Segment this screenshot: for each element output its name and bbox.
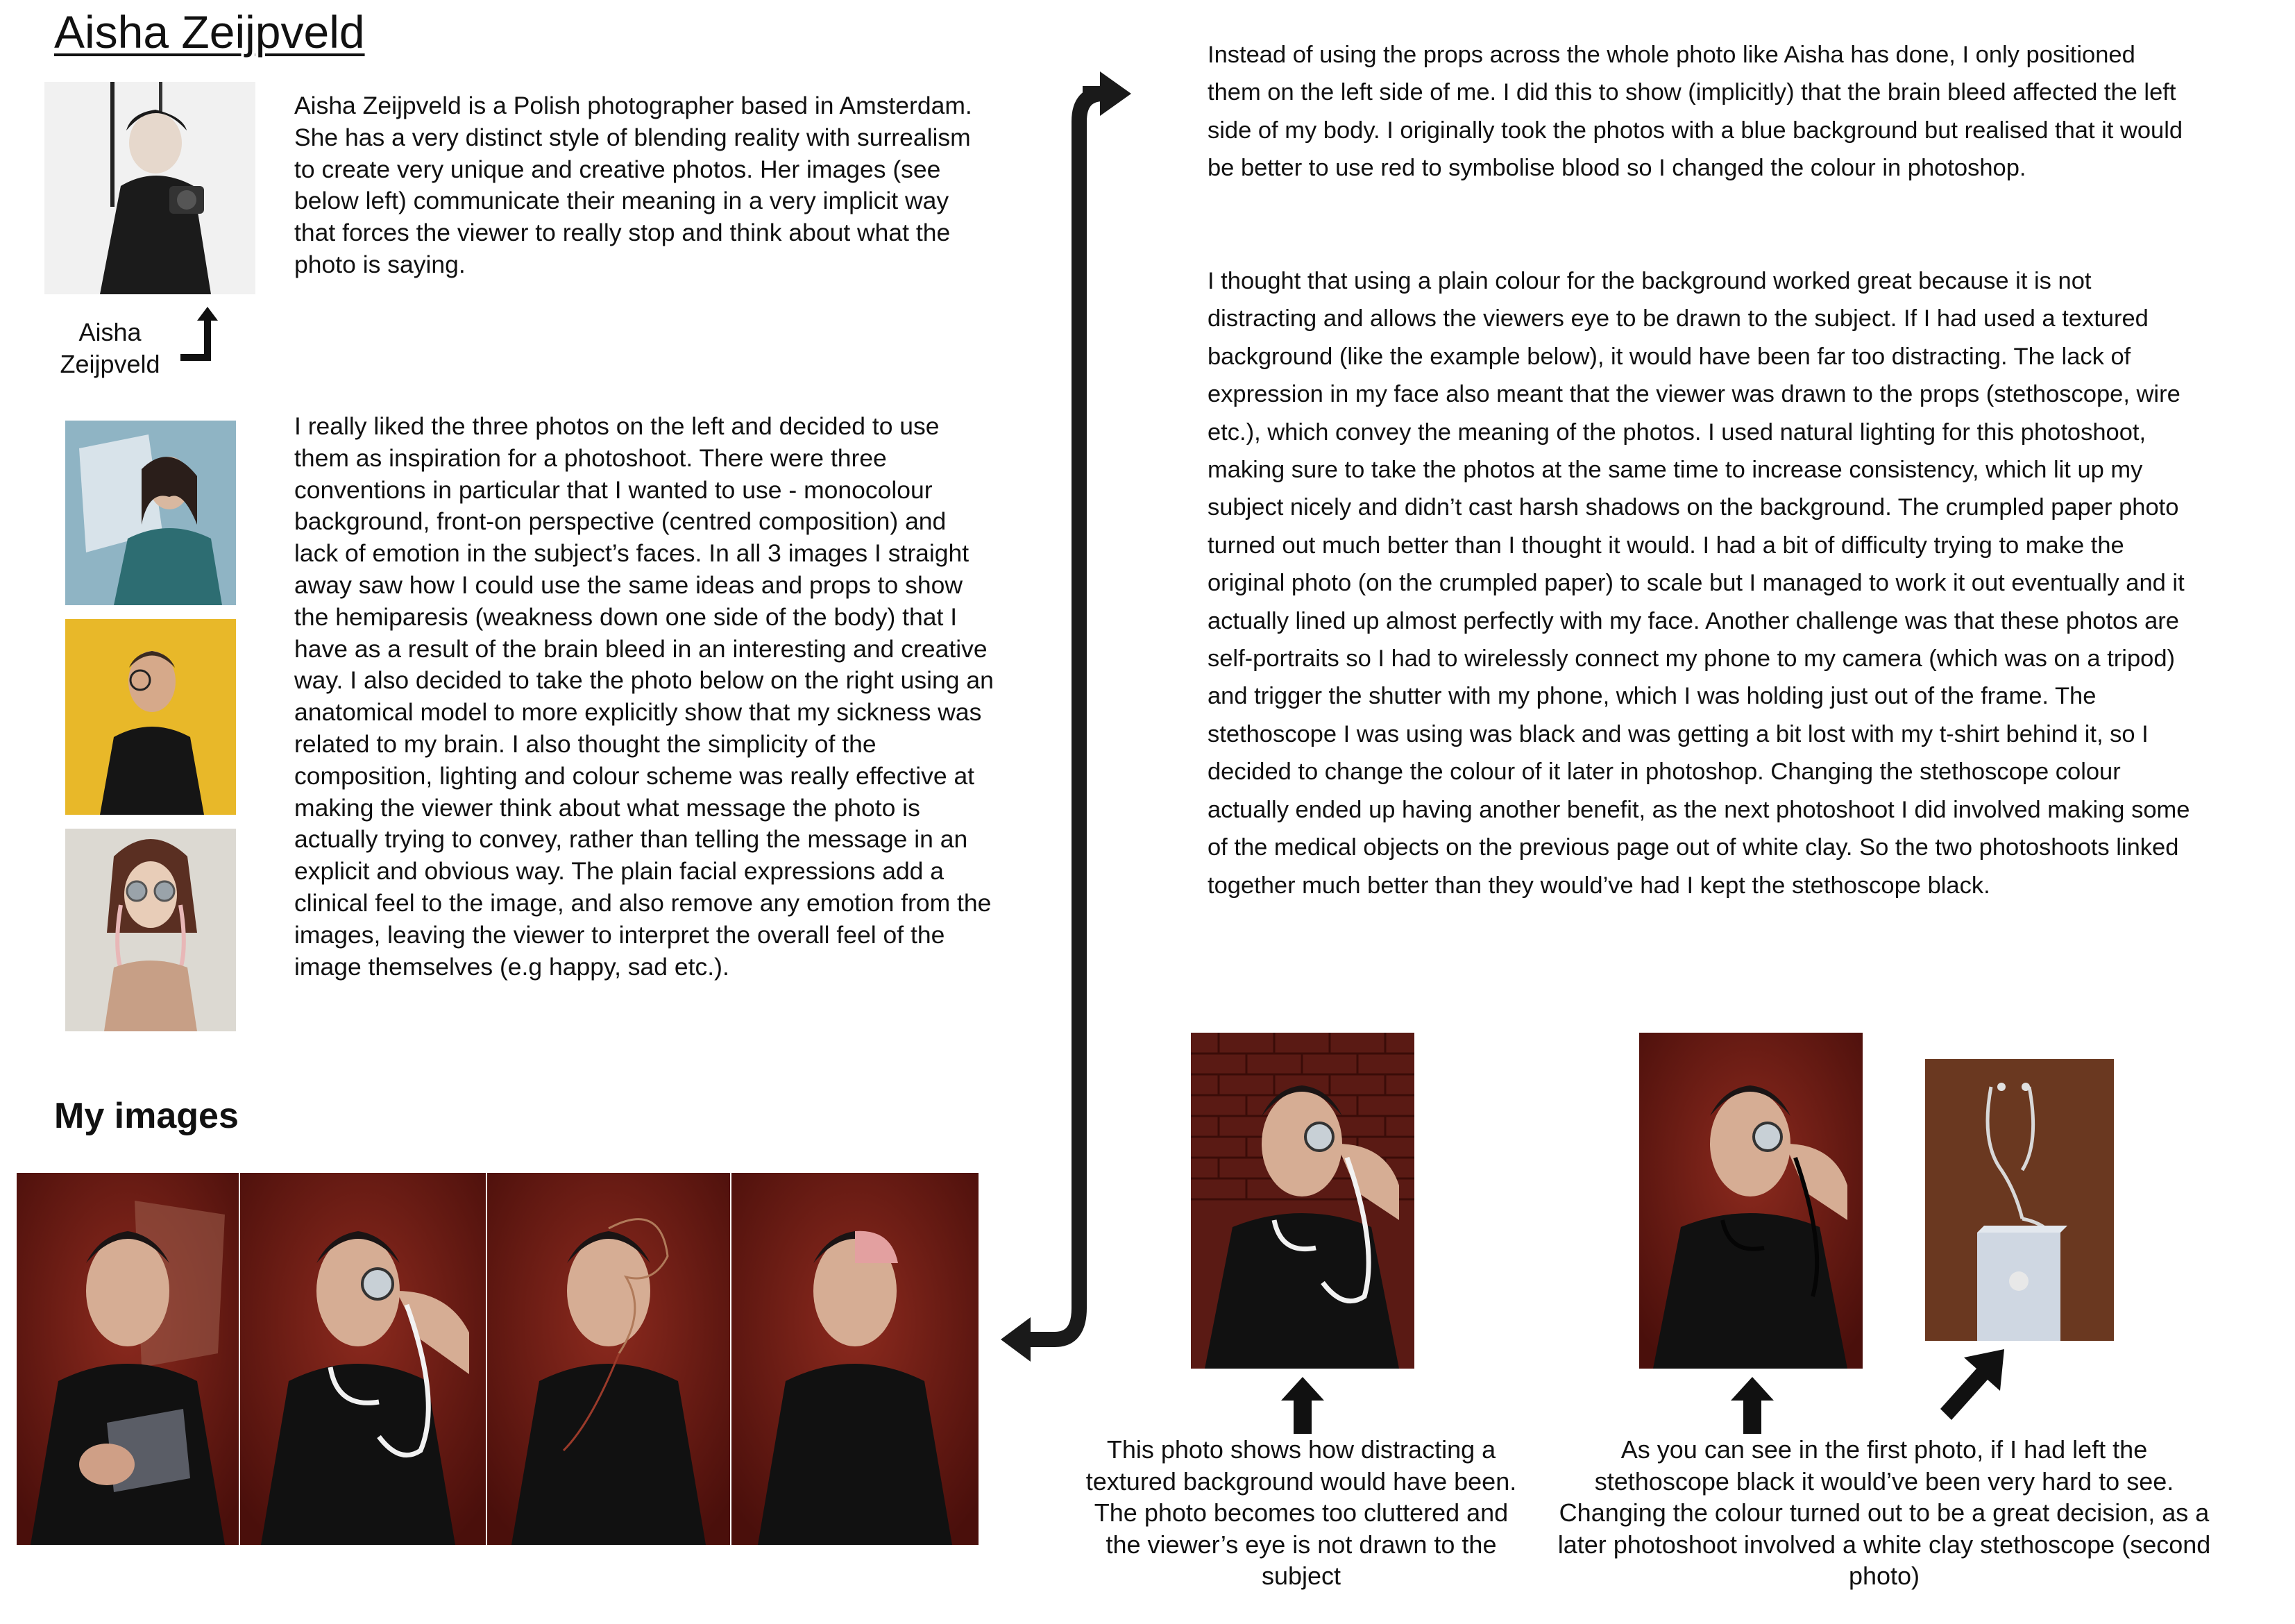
black-stethoscope-photo <box>1639 1033 1863 1369</box>
textured-background-caption: This photo shows how distracting a textured background would have been. The photo becomes too cluttered and the viewer’s eye is not drawn to the subject <box>1085 1435 1517 1590</box>
right-paragraph-1: Instead of using the props across the whole photo like Aisha has done, I only positioned them on the left side of me. I did this to show (implicitly) that the brain bleed affected the left side of my body. I originally took the photos with a blue background but realised that it would be better to use red to symbolise blood so I changed the colour in photoshop. <box>1208 42 2183 182</box>
page-title: Aisha Zeijpveld <box>54 6 365 58</box>
textured-background-photo <box>1191 1033 1414 1369</box>
inspiration-photo-stethoscope <box>65 829 236 1031</box>
connector-arrow-icon <box>999 66 1135 1385</box>
my-photo-stethoscope-eye <box>240 1173 486 1545</box>
my-photo-wire <box>487 1173 730 1545</box>
up-arrow-icon <box>173 305 222 361</box>
inspiration-paragraph: I really liked the three photos on the left and decided to use them as inspiration for a photoshoot. There were three conventions in particular that I wanted to use - monocolour background, front-on perspective (centred composition) and lack of emotion in the subject’s faces. In all 3 images I straight away saw how I could use the same ideas and props to show the hemiparesis (weakness down one side of the body) that I have as a result of the brain bleed in an interesting and creative way. I also decided to take the photo below on the right using an anatomical model to more explicitly show that my sickness was related to my brain. I also thought the simplicity of the composition, lighting and colour scheme was really effective at making the viewer think about what message the photo is actually trying to convey, rather than telling the message in an explicit and obvious way. The plain facial expressions add a clinical feel to the image, and also remove any emotion from the images, leaving the viewer to interpret the overall feel of the image themselves (e.g happy, sad etc.). <box>294 412 994 981</box>
portrait-caption: Aisha Zeijpveld <box>60 318 160 378</box>
aisha-portrait-photo <box>44 82 255 294</box>
clay-stethoscope-photo <box>1925 1059 2114 1341</box>
diagonal-arrow-icon <box>1936 1348 2006 1424</box>
up-arrow-icon <box>1731 1377 1774 1434</box>
black-stethoscope-caption: As you can see in the first photo, if I had left the stethoscope black it would’ve been very hard to see. Changing the colour turned out to be a great decision, as a later photoshoot involved a white clay stethoscope (second photo) <box>1557 1435 2211 1590</box>
inspiration-photo-paper <box>65 421 236 605</box>
my-photo-anatomical-brain <box>731 1173 979 1545</box>
my-photo-crumpled-paper <box>17 1173 239 1545</box>
inspiration-photo-yellow <box>65 619 236 815</box>
right-paragraph-2: I thought that using a plain colour for the background worked great because it is not distracting and allows the viewers eye to be drawn to the subject. If I had used a textured background (like the example below), it would have been far too distracting. The lack of expression in my face also meant that the viewer was drawn to the props (stethoscope, wire etc.), which convey the meaning of the photos. I used natural lighting for this photoshoot, making sure to take the photos at the same time to increase consistency, which lit up my subject nicely and didn’t cast harsh shadows on the background. The crumpled paper photo turned out much better than I thought it would. I had a bit of difficulty trying to make the original photo (on the crumpled paper) to scale but I managed to work it out eventually and it actually lined up almost perfectly with my face. Another challenge was that these photos are self-portraits so I had to wirelessly connect my phone to my camera (which was on a tripod) and trigger the shutter with my phone, which I was holding just out of the frame. The stethoscope I was using was black and was getting a bit lost with my t-shirt behind it, so I decided to change the colour of it later in photoshop. Changing the stethoscope colour actually ended up having another benefit, as the next photoshoot I did involved making some of the medical objects on the previous page out of white clay. So the two photoshoots linked together much better than they would’ve had I kept the stethoscope black. <box>1208 268 2190 899</box>
up-arrow-icon <box>1281 1377 1324 1434</box>
intro-paragraph: Aisha Zeijpveld is a Polish photographer based in Amsterdam. She has a very distinct style of blending reality with surrealism to create very unique and creative photos. Her images (see below left) communicate their meaning in a very implicit way that forces the viewer to really stop and think about what the photo is saying. <box>294 92 972 278</box>
my-images-heading: My images <box>54 1096 239 1136</box>
